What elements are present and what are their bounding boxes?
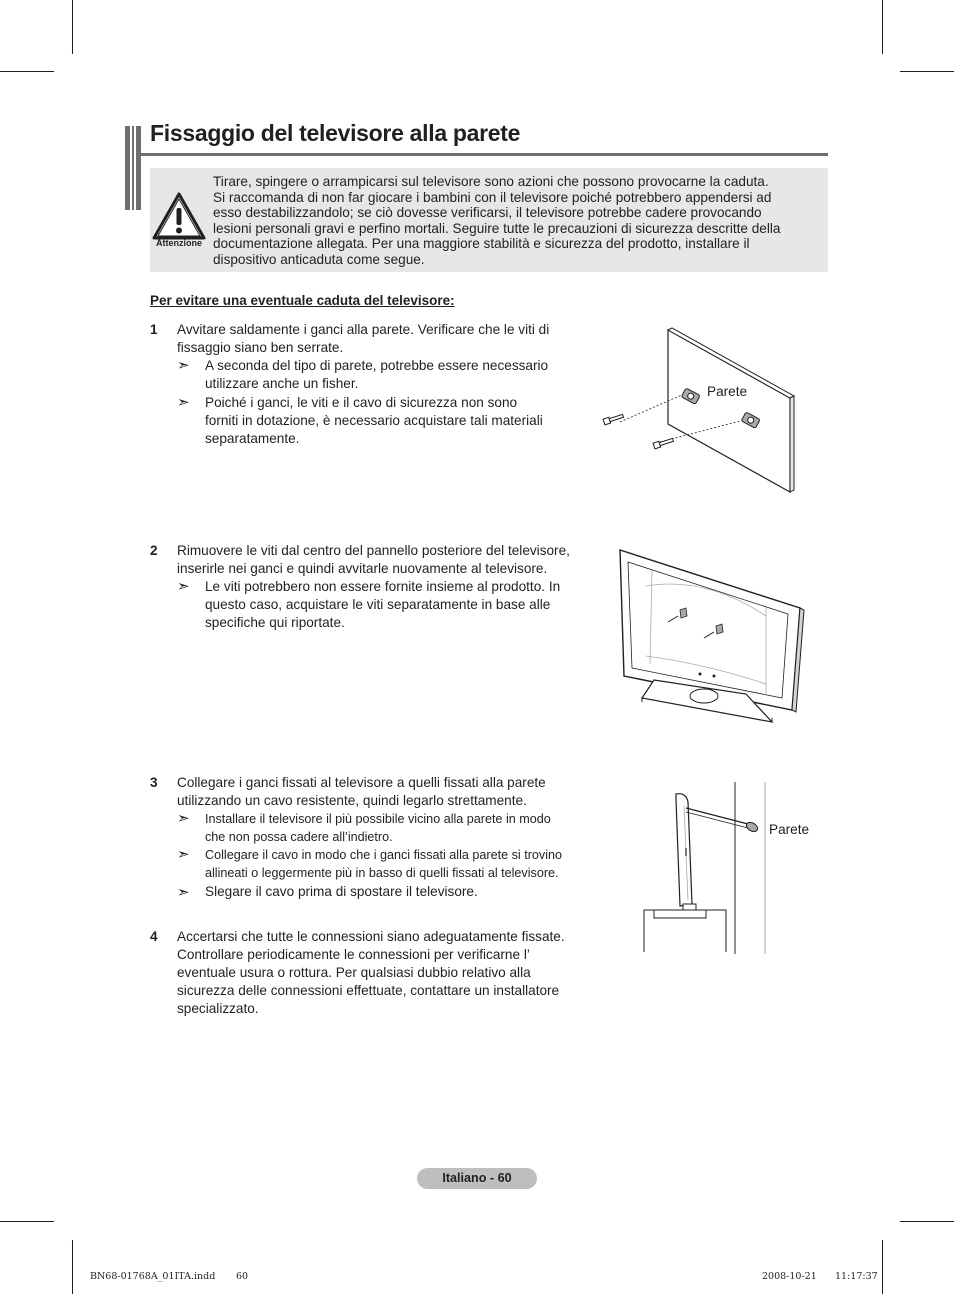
step-number: 4 [150, 929, 158, 944]
warning-triangle-icon [152, 192, 206, 242]
step-number: 1 [150, 322, 158, 337]
crop-mark [72, 1240, 73, 1294]
step-text: Avvitare saldamente i ganci alla parete. Verificare che le viti di fissaggio siano ben serrate. [177, 322, 550, 355]
step-number: 2 [150, 543, 158, 558]
crop-mark [900, 1221, 954, 1222]
wall-hooks-illustration [598, 326, 798, 496]
note-text: Collegare il cavo in modo che i ganci fissati alla parete si trovino allineati o leggermente più in basso di quelli fissati al televisore. [205, 848, 563, 880]
page-number-badge: Italiano - 60 [417, 1168, 537, 1189]
tv-side-cable-illustration [640, 780, 770, 956]
slug-time: 11:17:37 [835, 1271, 878, 1282]
slug-file: BN68-01768A_01ITA.indd [90, 1271, 216, 1282]
note-text: Poiché i ganci, le viti e il cavo di sicurezza non sono forniti in dotazione, è necessario acquistare tali materiali separatamente. [205, 395, 543, 446]
note-arrow-icon: ➣ [177, 357, 190, 374]
crop-mark [900, 71, 954, 72]
note-arrow-icon: ➣ [177, 394, 190, 411]
step-text: Collegare i ganci fissati al televisore a quelli fissati alla parete utilizzando un cavo resistente, quindi legarlo strettamente. [177, 775, 546, 808]
crop-mark [882, 0, 883, 54]
step-number: 3 [150, 775, 158, 790]
slug-date: 2008-10-21 [762, 1271, 817, 1282]
section-heading: Per evitare una eventuale caduta del televisore: [150, 293, 455, 308]
crop-mark [882, 1240, 883, 1294]
note-text: Slegare il cavo prima di spostare il televisore. [205, 884, 478, 899]
wall-label: Parete [707, 384, 748, 399]
warning-text: Tirare, spingere o arrampicarsi sul televisore sono azioni che possono provocarne la caduta. Si raccomanda di non far giocare i bambini con il televisore poiché potrebbero appendersi ad esso destabilizzandolo; se ciò dovesse verificarsi, il televisore potrebbe cadere provocando lesioni personali gravi e perfino mortali. Seguire tutte le precauzioni di sicurezza descritte della documentazione allegata. Per una maggiore stabilità e sicurezza del prodotto, installare il dispositivo anticaduta come segue. [213, 174, 781, 267]
note-text: Installare il televisore il più possibile vicino alla parete in modo che non possa cadere all’indietro. [205, 812, 551, 844]
note-text: A seconda del tipo di parete, potrebbe essere necessario utilizzare anche un fisher. [205, 358, 549, 391]
warning-label: Attenzione [156, 238, 202, 248]
crop-mark [72, 0, 73, 54]
step-text: Rimuovere le viti dal centro del pannello posteriore del televisore, inserirle nei ganci e quindi avvitarle nuovamente al televisore. [177, 543, 570, 576]
page-title: Fissaggio del televisore alla parete [150, 120, 521, 146]
crop-mark [0, 71, 54, 72]
note-arrow-icon: ➣ [177, 578, 190, 595]
title-decoration [125, 126, 141, 210]
tv-rear-illustration [616, 546, 806, 724]
title-rule [141, 153, 828, 156]
note-arrow-icon: ➣ [177, 810, 190, 827]
note-arrow-icon: ➣ [177, 884, 190, 901]
step-text: Accertarsi che tutte le connessioni siano adeguatamente fissate. Controllare periodicamente le connessioni per verificarne l’ eventuale usura o rottura. Per qualsiasi dubbio relativo alla sicurezza delle connessioni effettuate, contattare un installatore specializzato. [177, 929, 565, 1016]
note-arrow-icon: ➣ [177, 846, 190, 863]
wall-label: Parete [769, 822, 810, 837]
note-text: Le viti potrebbero non essere fornite insieme al prodotto. In questo caso, acquistare le viti separatamente in base alle specifiche qui riportate. [205, 579, 561, 630]
slug-page: 60 [236, 1271, 249, 1282]
crop-mark [0, 1221, 54, 1222]
